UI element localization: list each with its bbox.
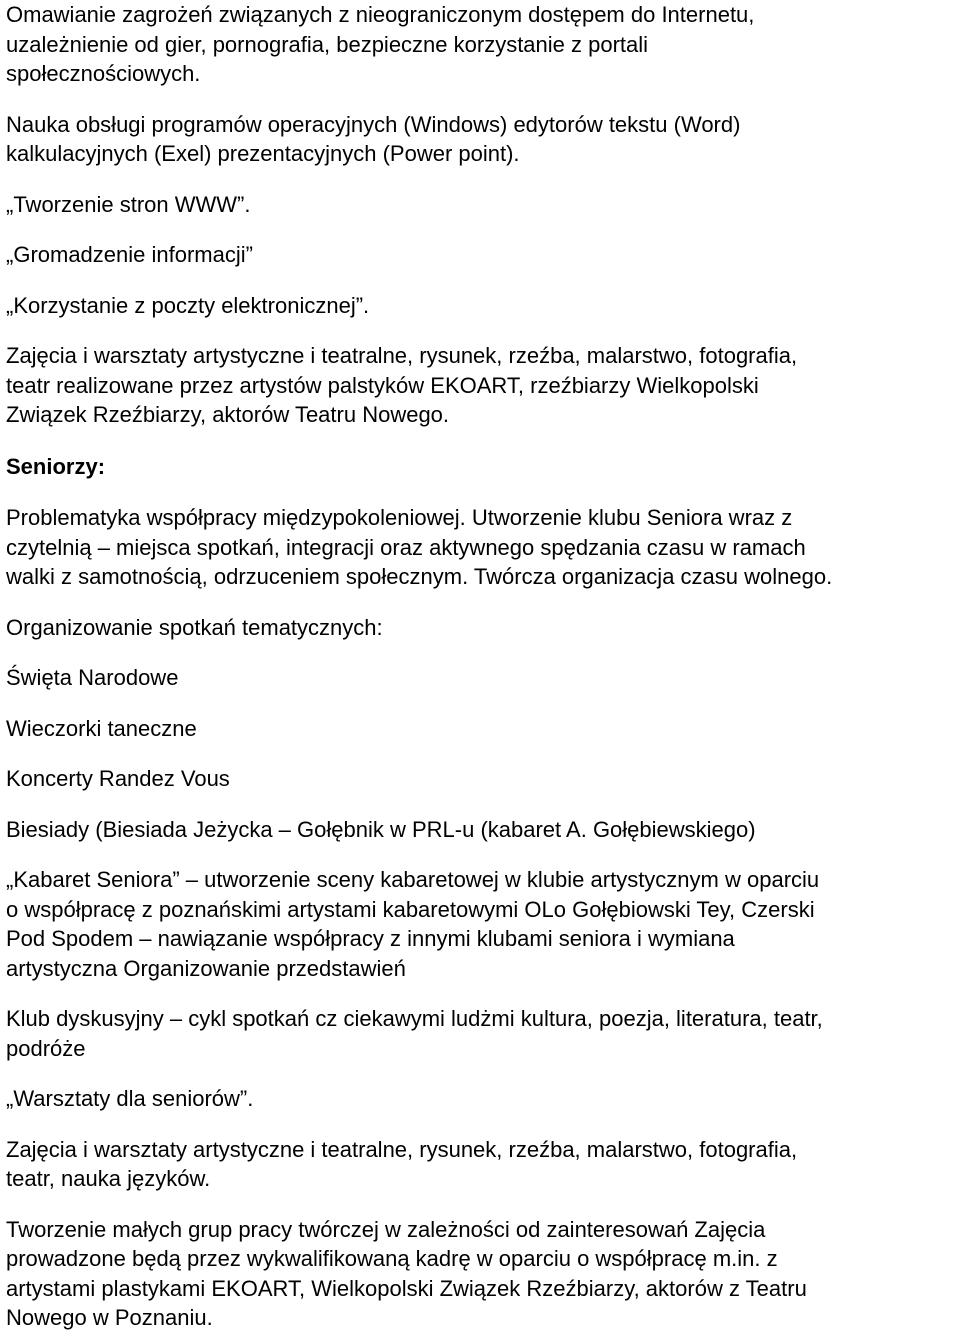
- text-line: Tworzenie małych grup pracy twórczej w zależności od zainteresowań Zajęcia: [6, 1216, 766, 1242]
- text-line: Związek Rzeźbiarzy, aktorów Teatru Nowego.: [6, 402, 450, 427]
- text-line: Klub dyskusyjny – cykl spotkań cz ciekawymi ludżmi kultura, poezja, literatura, teatr,: [6, 1006, 823, 1031]
- paragraph-thematic-meetings: [6, 613, 954, 643]
- paragraph-art-workshops: [6, 341, 954, 430]
- paragraph-national-holidays: [6, 663, 954, 693]
- paragraph-gathering-info: [6, 240, 954, 270]
- text-line: Koncerty Randez Vous: [6, 766, 230, 791]
- document-page: [6, 0, 954, 1333]
- text-line: Nauka obsługi programów operacyjnych (Windows) edytorów tekstu (Word): [6, 111, 741, 137]
- text-line: kalkulacyjnych (Exel) prezentacyjnych (Power point).: [6, 141, 520, 166]
- heading-text: Seniorzy:: [6, 453, 106, 479]
- paragraph-senior-workshops: [6, 1084, 954, 1114]
- text-line: Omawianie zagrożeń związanych z nieograniczonym dostępem do Internetu,: [6, 2, 755, 27]
- text-line: artystyczna Organizowanie przedstawień: [6, 955, 406, 981]
- paragraph-feasts: [6, 815, 954, 845]
- text-line: teatr realizowane przez artystów palstyków EKOART, rzeźbiarzy Wielkopolski: [6, 372, 759, 398]
- text-line: Wieczorki taneczne: [6, 715, 197, 741]
- paragraph-intergenerational: [6, 503, 954, 592]
- text-line: Nowego w Poznaniu.: [6, 1305, 213, 1330]
- text-line: Zajęcia i warsztaty artystyczne i teatralne, rysunek, rzeźba, malarstwo, fotografia,: [6, 343, 798, 368]
- text-line: Problematyka współpracy międzypokoleniowej. Utworzenie klubu Seniora wraz z: [6, 505, 793, 530]
- text-line: uzależnienie od gier, pornografia, bezpieczne korzystanie z portali: [6, 31, 649, 57]
- text-line: „Kabaret Seniora” – utworzenie sceny kabaretowej w klubie artystycznym w oparciu: [6, 867, 820, 892]
- text-line: podróże: [6, 1035, 86, 1061]
- paragraph-art-classes: [6, 1135, 954, 1194]
- text-line: Pod Spodem – nawiązanie współpracy z innymi klubami seniora i wymiana: [6, 926, 735, 951]
- text-line: „Gromadzenie informacji”: [6, 242, 253, 267]
- text-line: Organizowanie spotkań tematycznych:: [6, 614, 383, 640]
- text-line: Zajęcia i warsztaty artystyczne i teatralne, rysunek, rzeźba, malarstwo, fotografia,: [6, 1136, 798, 1162]
- section-heading-seniors: [6, 452, 954, 482]
- text-line: „Korzystanie z poczty elektronicznej”.: [6, 292, 370, 318]
- text-line: społecznościowych.: [6, 61, 201, 86]
- text-line: „Warsztaty dla seniorów”.: [6, 1086, 254, 1111]
- text-line: walki z samotnością, odrzuceniem społecznym. Twórcza organizacja czasu wolnego.: [6, 564, 833, 589]
- text-line: „Tworzenie stron WWW”.: [6, 191, 251, 217]
- text-line: teatr, nauka języków.: [6, 1166, 211, 1191]
- paragraph-web-pages: [6, 190, 954, 220]
- paragraph-software-training: [6, 110, 954, 169]
- text-line: czytelnią – miejsca spotkań, integracji oraz aktywnego spędzania czasu w ramach: [6, 534, 806, 560]
- text-line: prowadzone będą przez wykwalifikowaną kadrę w oparciu o współpracę m.in. z: [6, 1246, 778, 1271]
- paragraph-creative-groups: [6, 1215, 954, 1333]
- paragraph-concerts: [6, 764, 954, 794]
- paragraph-cabaret: [6, 865, 954, 983]
- paragraph-dance-evenings: [6, 714, 954, 744]
- paragraph-internet-risks: [6, 0, 954, 89]
- text-line: artystami plastykami EKOART, Wielkopolski Związek Rzeźbiarzy, aktorów z Teatru: [6, 1275, 807, 1301]
- text-line: o współpracę z poznańskimi artystami kabaretowymi OLo Gołębiowski Tey, Czerski: [6, 896, 815, 922]
- text-line: Święta Narodowe: [6, 665, 179, 690]
- text-line: Biesiady (Biesiada Jeżycka – Gołębnik w PRL-u (kabaret A. Gołębiewskiego): [6, 816, 756, 842]
- paragraph-email: [6, 291, 954, 321]
- paragraph-discussion-club: [6, 1004, 954, 1063]
